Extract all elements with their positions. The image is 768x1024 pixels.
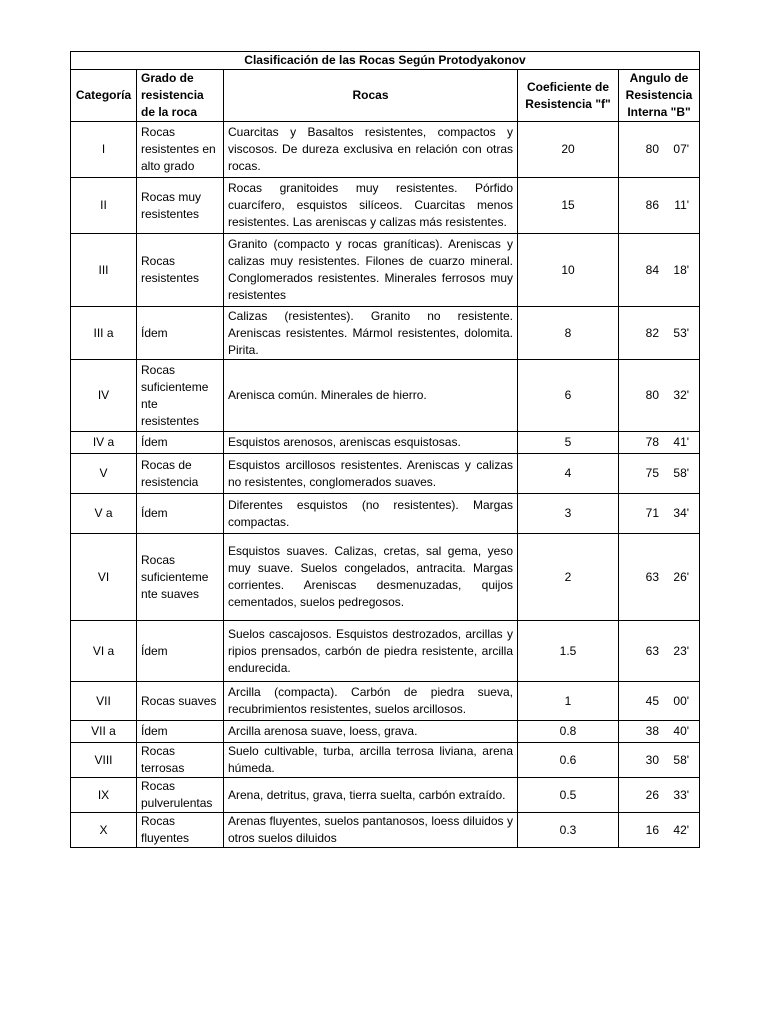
cell-coeficiente: 1 bbox=[518, 682, 619, 721]
cell-grado: Rocas pulverulentas bbox=[137, 778, 224, 813]
cell-rocas: Cuarcitas y Basaltos resistentes, compactos y viscosos. De dureza exclusiva en relación con otras rocas. bbox=[224, 122, 518, 178]
cell-coeficiente: 4 bbox=[518, 454, 619, 494]
table-row bbox=[71, 360, 700, 432]
angle-degrees: 78 bbox=[645, 435, 659, 449]
angle-minutes: 11' bbox=[674, 198, 690, 212]
table-row bbox=[71, 813, 700, 848]
table-row bbox=[71, 307, 700, 360]
angle-degrees: 80 bbox=[645, 388, 659, 402]
table-title: Clasificación de las Rocas Según Protodyakonov bbox=[71, 52, 700, 70]
cell-grado: Ídem bbox=[137, 432, 224, 454]
cell-coeficiente: 3 bbox=[518, 494, 619, 534]
table-row bbox=[71, 534, 700, 621]
cell-rocas: Arena, detritus, grava, tierra suelta, carbón extraído. bbox=[224, 778, 518, 813]
cell-rocas: Esquistos suaves. Calizas, cretas, sal gema, yeso muy suave. Suelos congelados, antracita. Margas corrientes. Areniscas desmenuzadas, quijos cementados, suelos pedregosos. bbox=[224, 534, 518, 621]
cell-grado: Ídem bbox=[137, 494, 224, 534]
cell-angulo bbox=[619, 432, 700, 454]
cell-angulo bbox=[619, 778, 700, 813]
cell-grado: Rocas fluyentes bbox=[137, 813, 224, 848]
cell-rocas: Esquistos arenosos, areniscas esquistosas. bbox=[224, 432, 518, 454]
cell-rocas: Arenisca común. Minerales de hierro. bbox=[224, 360, 518, 432]
cell-categoria: V a bbox=[71, 494, 137, 534]
header-angulo: Angulo de Resistencia Interna "B" bbox=[619, 70, 700, 122]
cell-angulo bbox=[619, 360, 700, 432]
angle-degrees: 45 bbox=[645, 693, 659, 708]
cell-grado: Rocas resistentes bbox=[137, 234, 224, 307]
cell-coeficiente: 0.3 bbox=[518, 813, 619, 848]
cell-angulo bbox=[619, 122, 700, 178]
cell-coeficiente: 1.5 bbox=[518, 621, 619, 682]
cell-coeficiente: 20 bbox=[518, 122, 619, 178]
table-row bbox=[71, 454, 700, 494]
cell-grado: Rocas suaves bbox=[137, 682, 224, 721]
classification-table bbox=[70, 51, 700, 848]
angle-minutes: 26' bbox=[673, 569, 690, 584]
header-rocas: Rocas bbox=[224, 70, 518, 122]
angle-degrees: 80 bbox=[645, 142, 659, 156]
cell-coeficiente: 0.6 bbox=[518, 743, 619, 778]
cell-angulo bbox=[619, 307, 700, 360]
cell-grado: Rocas terrosas bbox=[137, 743, 224, 778]
cell-coeficiente: 0.5 bbox=[518, 778, 619, 813]
table-row bbox=[71, 743, 700, 778]
cell-grado: Rocas suficienteme nte suaves bbox=[137, 534, 224, 621]
angle-degrees: 26 bbox=[645, 787, 659, 802]
table-row bbox=[71, 122, 700, 178]
table-row bbox=[71, 721, 700, 743]
cell-rocas: Diferentes esquistos (no resistentes). Margas compactas. bbox=[224, 494, 518, 534]
header-categoria: Categoría bbox=[71, 70, 137, 122]
angle-degrees: 82 bbox=[645, 325, 659, 340]
cell-categoria: IV a bbox=[71, 432, 137, 454]
cell-rocas: Granito (compacto y rocas graníticas). Areniscas y calizas muy resistentes. Filones de cuarzo mineral. Conglomerados resistentes. Minerales ferrosos muy resistentes bbox=[224, 234, 518, 307]
angle-degrees: 30 bbox=[645, 752, 659, 767]
cell-angulo bbox=[619, 454, 700, 494]
angle-degrees: 75 bbox=[645, 466, 659, 480]
cell-grado: Rocas muy resistentes bbox=[137, 178, 224, 234]
cell-categoria: I bbox=[71, 122, 137, 178]
cell-categoria: II bbox=[71, 178, 137, 234]
angle-minutes: 58' bbox=[673, 752, 690, 767]
cell-angulo bbox=[619, 621, 700, 682]
cell-coeficiente: 15 bbox=[518, 178, 619, 234]
cell-angulo bbox=[619, 178, 700, 234]
angle-minutes: 41' bbox=[673, 435, 690, 449]
header-coeficiente: Coeficiente de Resistencia "f" bbox=[518, 70, 619, 122]
angle-degrees: 71 bbox=[645, 506, 659, 520]
table-row bbox=[71, 621, 700, 682]
cell-angulo bbox=[619, 494, 700, 534]
cell-angulo bbox=[619, 813, 700, 848]
cell-grado: Ídem bbox=[137, 621, 224, 682]
cell-categoria: III a bbox=[71, 307, 137, 360]
cell-grado: Rocas suficienteme nte resistentes bbox=[137, 360, 224, 432]
cell-grado: Ídem bbox=[137, 307, 224, 360]
table-row bbox=[71, 682, 700, 721]
table-row bbox=[71, 234, 700, 307]
angle-degrees: 84 bbox=[645, 262, 659, 277]
table-row bbox=[71, 432, 700, 454]
cell-categoria: IV bbox=[71, 360, 137, 432]
cell-rocas: Arcilla arenosa suave, loess, grava. bbox=[224, 721, 518, 743]
cell-coeficiente: 6 bbox=[518, 360, 619, 432]
angle-minutes: 18' bbox=[673, 262, 690, 277]
angle-minutes: 34' bbox=[673, 506, 690, 520]
angle-minutes: 23' bbox=[673, 643, 690, 658]
angle-minutes: 32' bbox=[673, 388, 690, 402]
cell-rocas: Suelo cultivable, turba, arcilla terrosa liviana, arena húmeda. bbox=[224, 743, 518, 778]
cell-categoria: VI a bbox=[71, 621, 137, 682]
angle-degrees: 63 bbox=[645, 643, 659, 658]
cell-coeficiente: 8 bbox=[518, 307, 619, 360]
cell-coeficiente: 0.8 bbox=[518, 721, 619, 743]
cell-rocas: Calizas (resistentes). Granito no resistente. Areniscas resistentes. Mármol resistentes, dolomita. Pirita. bbox=[224, 307, 518, 360]
cell-grado: Rocas resistentes en alto grado bbox=[137, 122, 224, 178]
angle-minutes: 42' bbox=[673, 822, 690, 837]
cell-coeficiente: 2 bbox=[518, 534, 619, 621]
cell-coeficiente: 10 bbox=[518, 234, 619, 307]
angle-minutes: 00' bbox=[673, 693, 690, 708]
cell-grado: Rocas de resistencia bbox=[137, 454, 224, 494]
angle-degrees: 16 bbox=[645, 822, 659, 837]
cell-categoria: VIII bbox=[71, 743, 137, 778]
cell-coeficiente: 5 bbox=[518, 432, 619, 454]
angle-degrees: 63 bbox=[645, 569, 659, 584]
cell-rocas: Suelos cascajosos. Esquistos destrozados, arcillas y ripios prensados, carbón de piedra resistente, arcilla endurecida. bbox=[224, 621, 518, 682]
table-body bbox=[71, 122, 700, 848]
table-row bbox=[71, 494, 700, 534]
angle-minutes: 33' bbox=[673, 787, 690, 802]
cell-categoria: VII bbox=[71, 682, 137, 721]
cell-categoria: IX bbox=[71, 778, 137, 813]
cell-angulo bbox=[619, 682, 700, 721]
table-row bbox=[71, 778, 700, 813]
cell-angulo bbox=[619, 743, 700, 778]
cell-categoria: VI bbox=[71, 534, 137, 621]
cell-categoria: VII a bbox=[71, 721, 137, 743]
table-row bbox=[71, 178, 700, 234]
cell-categoria: X bbox=[71, 813, 137, 848]
angle-degrees: 86 bbox=[645, 198, 659, 212]
cell-rocas: Esquistos arcillosos resistentes. Areniscas y calizas no resistentes, conglomerados suaves. bbox=[224, 454, 518, 494]
cell-angulo bbox=[619, 234, 700, 307]
header-grado: Grado de resistencia de la roca bbox=[137, 70, 224, 122]
angle-minutes: 53' bbox=[673, 325, 690, 340]
cell-angulo bbox=[619, 721, 700, 743]
cell-grado: Ídem bbox=[137, 721, 224, 743]
cell-categoria: V bbox=[71, 454, 137, 494]
angle-minutes: 40' bbox=[673, 724, 690, 738]
title-row bbox=[71, 52, 700, 70]
cell-angulo bbox=[619, 534, 700, 621]
angle-minutes: 07' bbox=[673, 142, 690, 156]
cell-rocas: Arcilla (compacta). Carbón de piedra sueva, recubrimientos resistentes, suelos arcillosos. bbox=[224, 682, 518, 721]
cell-rocas: Arenas fluyentes, suelos pantanosos, loess diluidos y otros suelos diluidos bbox=[224, 813, 518, 848]
cell-categoria: III bbox=[71, 234, 137, 307]
cell-rocas: Rocas granitoides muy resistentes. Pórfido cuarcífero, esquistos silíceos. Cuarcitas menos resistentes. Las areniscas y calizas más resistentes. bbox=[224, 178, 518, 234]
header-row bbox=[71, 70, 700, 122]
angle-degrees: 38 bbox=[645, 724, 659, 738]
angle-minutes: 58' bbox=[673, 466, 690, 480]
